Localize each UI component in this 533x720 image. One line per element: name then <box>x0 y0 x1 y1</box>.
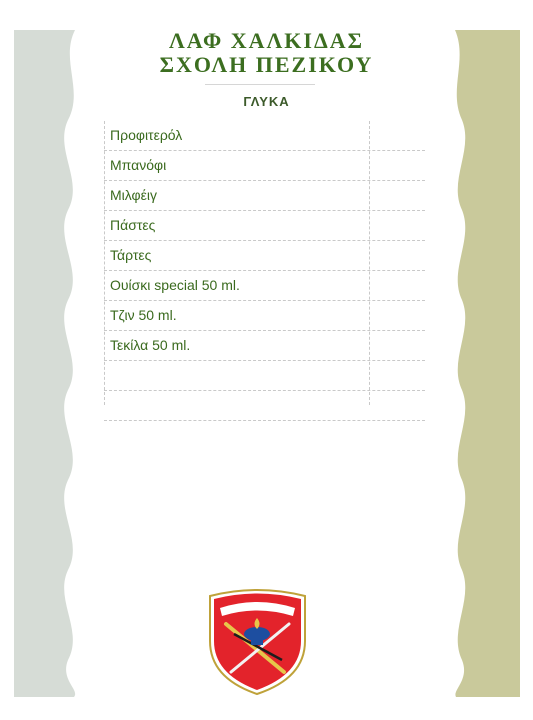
menu-item-price <box>369 391 423 420</box>
menu-row <box>104 121 425 151</box>
menu-item-price <box>369 241 423 270</box>
menu-item-name: Τάρτες <box>110 247 152 263</box>
menu-item-name: Μιλφέιγ <box>110 187 157 203</box>
menu-item-price <box>369 301 423 330</box>
menu-item-name: Πάστες <box>110 217 156 233</box>
menu-list <box>104 121 425 421</box>
menu-row <box>104 301 425 331</box>
section-title: ΓΛΥΚΑ <box>243 94 290 109</box>
menu-item-price <box>369 121 423 150</box>
menu-row <box>104 361 425 391</box>
header-line-2: ΣΧΟΛΗ ΠΕΖΙΚΟΥ <box>159 52 374 77</box>
infantry-school-shield-emblem-icon <box>204 586 311 696</box>
header-divider <box>205 84 315 85</box>
menu-row <box>104 391 425 421</box>
menu-item-price <box>369 181 423 210</box>
menu-item-price <box>369 271 423 300</box>
menu-row <box>104 181 425 211</box>
menu-row <box>104 151 425 181</box>
menu-row <box>104 271 425 301</box>
right-band-shape <box>455 30 520 697</box>
menu-row <box>104 241 425 271</box>
header-line-1: ΛΑΦ ΧΑΛΚΙΔΑΣ <box>168 28 365 53</box>
menu-item-name: Τζιν 50 ml. <box>110 307 177 323</box>
menu-item-price <box>369 211 423 240</box>
menu-row <box>104 211 425 241</box>
menu-item-price <box>369 331 423 360</box>
menu-item-price <box>369 151 423 180</box>
menu-item-name: Ουίσκι special 50 ml. <box>110 277 240 293</box>
menu-item-price <box>369 361 423 390</box>
left-band-shape <box>14 30 75 697</box>
lamp-base <box>251 640 263 645</box>
menu-row <box>104 331 425 361</box>
menu-item-name: Προφιτερόλ <box>110 127 183 143</box>
lamp-body <box>244 627 270 641</box>
menu-item-name: Μπανόφι <box>110 157 167 173</box>
menu-item-name: Τεκίλα 50 ml. <box>110 337 191 353</box>
